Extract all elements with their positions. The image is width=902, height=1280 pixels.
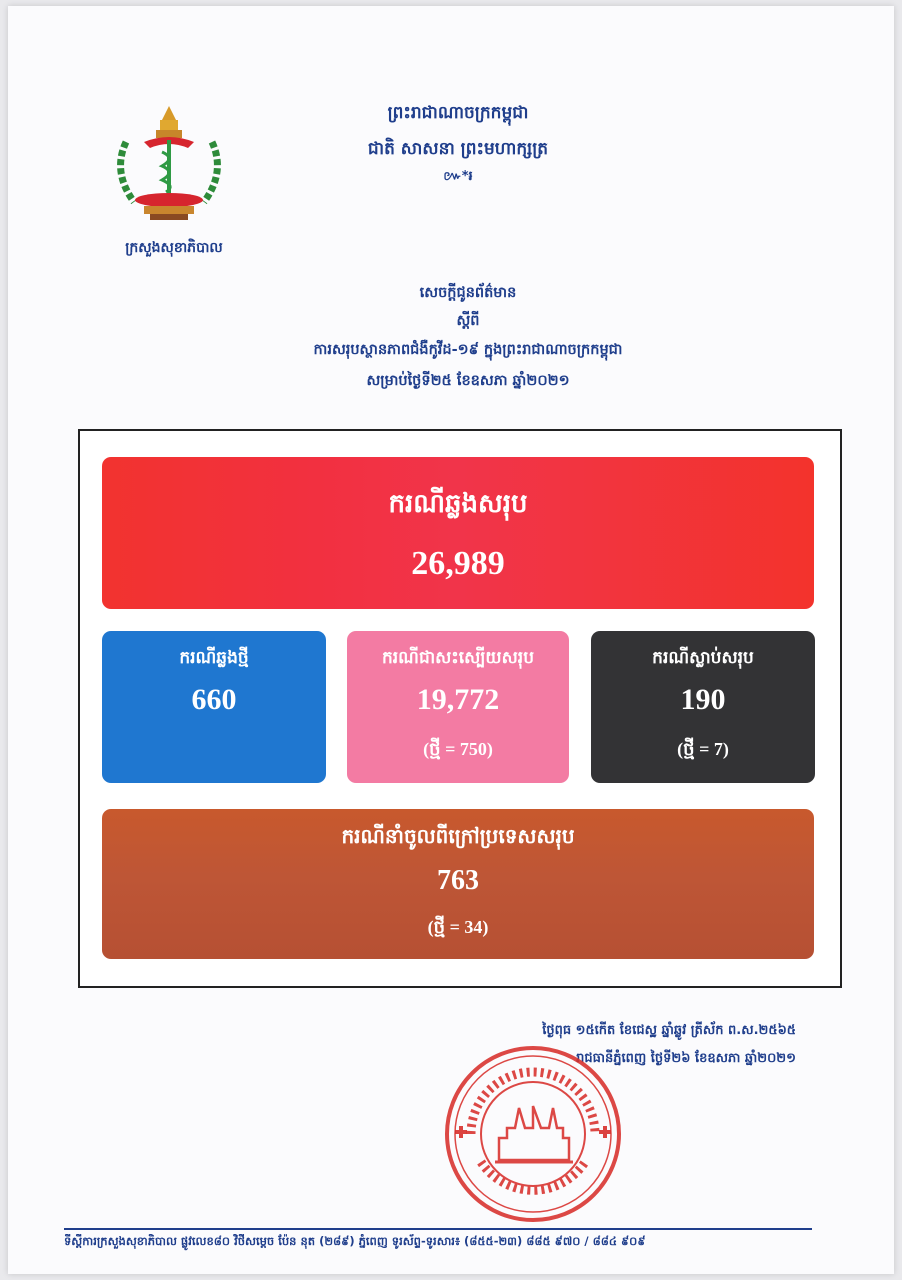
footer-divider [64, 1228, 812, 1230]
total-cases-label: ករណីឆ្លងសរុប [388, 489, 528, 519]
recovered-new: (ថ្មី = 750) [423, 739, 493, 759]
imported-cases-value: 763 [437, 865, 479, 896]
stats-panel [78, 429, 842, 988]
heading-ornament: ៚*៛ [443, 169, 473, 184]
imported-cases-new: (ថ្មី = 34) [427, 917, 489, 937]
deaths-value: 190 [680, 683, 726, 716]
recovered-value: 19,772 [416, 683, 500, 716]
lunar-date: ថ្ងៃពុធ ១៥កើត ខែជេស្ឋ ឆ្នាំឆ្លូវ ត្រីស័ក ព.ស.២៥៦៥ [542, 1023, 796, 1038]
imported-cases-label: ករណីនាំចូលពីក្រៅប្រទេសសរុប [341, 824, 575, 848]
title-date: សម្រាប់ថ្ងៃទី២៥ ខែឧសភា ឆ្នាំ២០២១ [366, 373, 570, 389]
title-subject: ការសរុបស្ថានភាពជំងឺកូវីដ-១៩ ក្នុងព្រះរាជាណាចក្រកម្ពុជា [313, 342, 623, 358]
total-cases-value: 26,989 [411, 545, 505, 582]
new-cases-value: 660 [191, 683, 237, 716]
national-motto: ជាតិ សាសនា ព្រះមហាក្សត្រ [367, 139, 549, 159]
recovered-card [347, 631, 569, 783]
kingdom-heading: ព្រះរាជាណាចក្រកម្ពុជា [387, 103, 529, 123]
new-cases-card [102, 631, 326, 783]
title-about: ស្តីពី [456, 313, 480, 329]
deaths-new: (ថ្មី = 7) [677, 739, 729, 759]
deaths-card [591, 631, 815, 783]
press-release-title: សេចក្តីជូនព័ត៌មាន [419, 285, 517, 301]
solar-date: រាជធានីភ្នំពេញ ថ្ងៃទី២៦ ខែឧសភា ឆ្នាំ២០២១ [576, 1051, 796, 1066]
ministry-emblem-logo [104, 102, 234, 232]
footer-address: ទីស្តីការក្រសួងសុខាភិបាល ផ្លូវលេខ៨០ វិថីសម្តេច ប៉ែន នុត (២៨៩) ភ្នំពេញ ទូរស័ព្ទ-ទូរសារ៖ (៨៥៥-២៣) ៨៨៥ ៩៧០ / ៨៨៤ ៩០៩ [64, 1234, 646, 1248]
total-cases-card [102, 457, 814, 609]
new-cases-label: ករណីឆ្លងថ្មី [179, 648, 249, 668]
ministry-name: ក្រសួងសុខាភិបាល [125, 240, 223, 256]
deaths-label: ករណីស្លាប់សរុប [652, 648, 754, 668]
recovered-label: ករណីជាសះស្បើយសរុប [382, 648, 534, 668]
document-page [8, 6, 894, 1274]
official-seal-stamp [441, 1042, 625, 1226]
imported-cases-card [102, 809, 814, 959]
